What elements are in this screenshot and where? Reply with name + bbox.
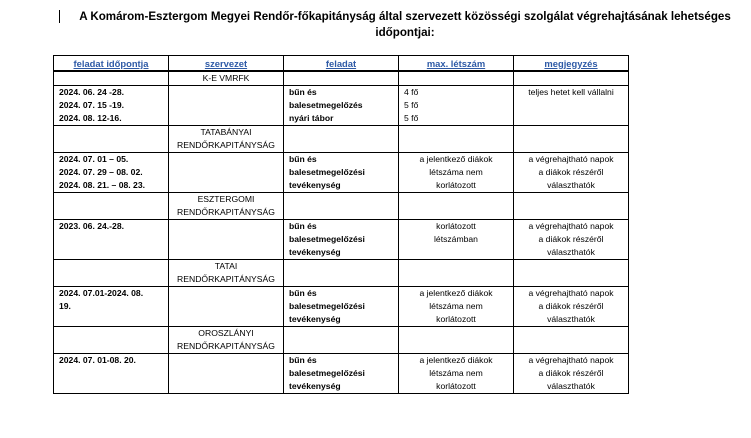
date-cell	[54, 86, 169, 126]
cell-line: balesetmegelőzés	[289, 100, 363, 110]
cell-line: korlátozott	[436, 381, 476, 391]
unit-row	[54, 260, 629, 287]
cell-line: balesetmegelőzési	[289, 167, 365, 177]
note-cell	[514, 153, 629, 193]
unit-cell	[169, 327, 284, 354]
cell-line: K-E VMRFK	[202, 73, 250, 83]
cell-line: választhatók	[547, 314, 595, 324]
cell-line: választhatók	[547, 381, 595, 391]
empty-cell	[514, 327, 629, 354]
cell-line: 2024. 07.01-2024. 08.	[59, 288, 144, 298]
note-cell	[514, 220, 629, 260]
cell-line: tevékenység	[289, 381, 341, 391]
cell-line: balesetmegelőzési	[289, 234, 365, 244]
table-body	[54, 71, 629, 394]
cell-line: bűn és	[289, 87, 317, 97]
task-cell	[284, 287, 399, 327]
cell-line: 2024. 07. 01-08. 20.	[59, 355, 136, 365]
cell-line: 2024. 07. 01 – 05.	[59, 154, 129, 164]
max-cell	[399, 153, 514, 193]
task-cell	[284, 354, 399, 394]
unit-cell	[169, 126, 284, 153]
cell-line: a jelentkező diákok	[419, 355, 493, 365]
cell-line: bűn és	[289, 154, 317, 164]
empty-cell	[514, 193, 629, 220]
cell-line: RENDŐRKAPITÁNYSÁG	[177, 274, 275, 284]
cell-line: a végrehajtható napok	[528, 355, 614, 365]
max-cell	[399, 220, 514, 260]
cell-line: balesetmegelőzési	[289, 368, 365, 378]
empty-cell	[284, 193, 399, 220]
note-cell	[514, 354, 629, 394]
cell-line: a jelentkező diákok	[419, 154, 493, 164]
empty-cell	[54, 327, 169, 354]
header-row	[54, 56, 629, 72]
cell-line: balesetmegelőzési	[289, 301, 365, 311]
empty-cell	[54, 126, 169, 153]
cell-line: létszáma nem	[429, 301, 483, 311]
task-cell	[284, 86, 399, 126]
cell-line: 2024. 08. 21. – 08. 23.	[59, 180, 146, 190]
cell-line: 5 fő	[404, 113, 419, 123]
cell-line: 19.	[59, 301, 71, 311]
unit-row	[54, 193, 629, 220]
empty-cell	[169, 86, 284, 126]
empty-cell	[169, 354, 284, 394]
empty-cell	[169, 287, 284, 327]
empty-cell	[284, 260, 399, 287]
cell-line: a végrehajtható napok	[528, 221, 614, 231]
date-cell	[54, 220, 169, 260]
cell-line: választhatók	[547, 180, 595, 190]
empty-cell	[54, 193, 169, 220]
date-cell	[54, 354, 169, 394]
cell-line: a diákok részéről	[538, 301, 604, 311]
header-date: feladat időpontja	[54, 56, 169, 72]
empty-cell	[514, 260, 629, 287]
max-cell	[399, 287, 514, 327]
data-row	[54, 86, 629, 126]
empty-cell	[54, 71, 169, 86]
unit-cell	[169, 71, 284, 86]
date-cell	[54, 287, 169, 327]
empty-cell	[399, 71, 514, 86]
empty-cell	[399, 193, 514, 220]
cell-line: 2024. 06. 24 -28.	[59, 87, 124, 97]
cell-line: TATABÁNYAI	[200, 127, 252, 137]
unit-cell	[169, 193, 284, 220]
date-cell	[54, 153, 169, 193]
cell-line: korlátozott	[436, 221, 476, 231]
cell-line: tevékenység	[289, 180, 341, 190]
data-row	[54, 354, 629, 394]
cell-line: a diákok részéről	[538, 368, 604, 378]
cell-line: a végrehajtható napok	[528, 154, 614, 164]
unit-row	[54, 327, 629, 354]
cell-line: 2023. 06. 24.-28.	[59, 221, 124, 231]
title-line-1: A Komárom-Esztergom Megyei Rendőr-főkapitányság által szervezett közösségi szolgálat végrehajtásának lehetséges	[79, 10, 731, 23]
empty-cell	[399, 126, 514, 153]
cell-line: a jelentkező diákok	[419, 288, 493, 298]
empty-cell	[399, 260, 514, 287]
cell-line: korlátozott	[436, 180, 476, 190]
cell-line: tevékenység	[289, 247, 341, 257]
cell-line: létszámban	[434, 234, 478, 244]
unit-row	[54, 126, 629, 153]
cell-line: a diákok részéről	[538, 234, 604, 244]
data-row	[54, 287, 629, 327]
cell-line: 2024. 08. 12-16.	[59, 113, 122, 123]
cell-line: 4 fő	[404, 87, 419, 97]
empty-cell	[514, 126, 629, 153]
header-task: feladat	[284, 56, 399, 72]
header-note: megjegyzés	[514, 56, 629, 72]
cell-line: a diákok részéről	[538, 167, 604, 177]
task-cell	[284, 220, 399, 260]
cell-line: bűn és	[289, 221, 317, 231]
cell-line: TATAI	[214, 261, 238, 271]
unit-cell	[169, 260, 284, 287]
data-row	[54, 220, 629, 260]
empty-cell	[399, 327, 514, 354]
note-cell	[514, 86, 629, 126]
cell-line: a végrehajtható napok	[528, 288, 614, 298]
empty-cell	[284, 327, 399, 354]
cell-line: 2024. 07. 29 – 08. 02.	[59, 167, 143, 177]
cell-line: ESZTERGOMI	[197, 194, 255, 204]
cell-line: teljes hetet kell vállalni	[528, 87, 614, 97]
cell-line: RENDŐRKAPITÁNYSÁG	[177, 207, 275, 217]
cell-line: tevékenység	[289, 314, 341, 324]
empty-cell	[169, 153, 284, 193]
cell-line: 5 fő	[404, 100, 419, 110]
empty-cell	[169, 220, 284, 260]
cell-line: nyári tábor	[289, 113, 334, 123]
cell-line: OROSZLÁNYI	[198, 328, 254, 338]
max-cell	[399, 354, 514, 394]
cell-line: létszáma nem	[429, 368, 483, 378]
title-line-2: időpontjai:	[375, 26, 435, 39]
cell-line: bűn és	[289, 288, 317, 298]
document-title	[60, 9, 750, 41]
data-row	[54, 153, 629, 193]
header-unit: szervezet	[169, 56, 284, 72]
unit-row	[54, 71, 629, 86]
cell-line: 2024. 07. 15 -19.	[59, 100, 124, 110]
task-cell	[284, 153, 399, 193]
empty-cell	[284, 126, 399, 153]
cell-line: bűn és	[289, 355, 317, 365]
max-cell	[399, 86, 514, 126]
header-max: max. létszám	[399, 56, 514, 72]
cell-line: választhatók	[547, 247, 595, 257]
schedule-table	[53, 55, 629, 394]
empty-cell	[514, 71, 629, 86]
cell-line: RENDŐRKAPITÁNYSÁG	[177, 341, 275, 351]
empty-cell	[284, 71, 399, 86]
cell-line: RENDŐRKAPITÁNYSÁG	[177, 140, 275, 150]
note-cell	[514, 287, 629, 327]
cell-line: korlátozott	[436, 314, 476, 324]
empty-cell	[54, 260, 169, 287]
cell-line: létszáma nem	[429, 167, 483, 177]
